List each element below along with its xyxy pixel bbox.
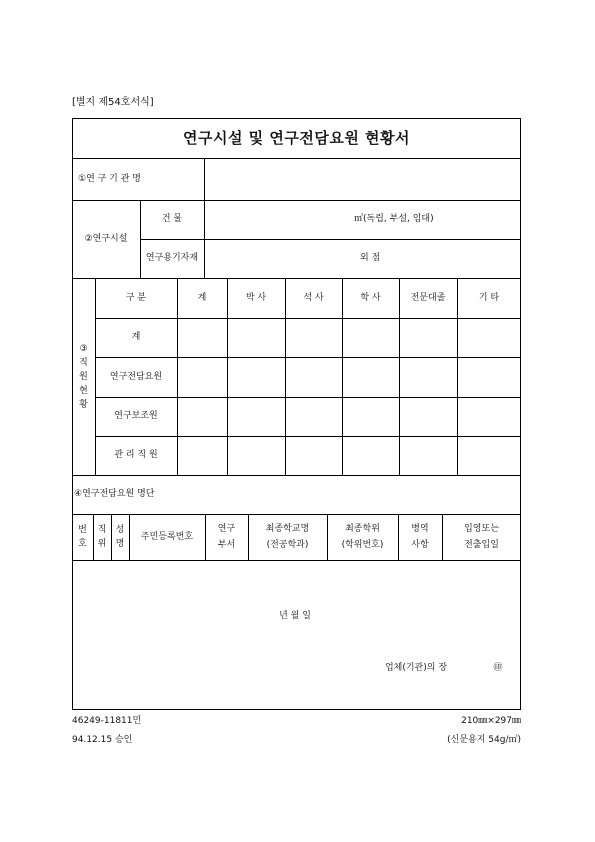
paper-type: (신문용지 54g/㎡) (447, 734, 521, 745)
col-final-degree: 최종학위 (학위번호) (341, 524, 384, 550)
col-research-dept: 연구 부서 (217, 524, 236, 550)
staff-status-char: 황 (79, 399, 88, 410)
document-title: 연구시설 및 연구전담요원 현황서 (182, 128, 411, 147)
seal-mark: ㊞ (493, 662, 503, 673)
form-code: 46249-11811민 (72, 715, 142, 726)
row-label-total: 계 (131, 332, 141, 342)
col-position (93, 514, 111, 560)
date-line: 년 월 일 (279, 610, 311, 621)
research-facility-label: ②연구시설 (84, 233, 128, 244)
header-bachelors: 학 사 (360, 292, 381, 303)
research-institution-field[interactable] (204, 158, 521, 200)
equipment-label: 연구용기자재 (145, 253, 199, 263)
col-name (111, 514, 129, 560)
col-number (72, 514, 93, 560)
staff-status-char: ③ (79, 343, 88, 354)
col-military: 병역 사항 (411, 524, 429, 550)
signer-label: 업체(기관)의 장 (384, 662, 448, 673)
header-total: 계 (197, 292, 207, 303)
row-label-researchers: 연구전담요원 (109, 371, 163, 382)
equipment-value: 외 점 (360, 253, 381, 263)
building-value: ㎡(독립, 부설, 임대) (354, 214, 434, 224)
research-institution-label: ①연 구 기 관 명 (78, 173, 141, 184)
building-label: 건 물 (161, 214, 183, 224)
staff-status-label (72, 278, 95, 475)
col-name-char: 성 (115, 525, 125, 535)
researcher-list-label: ④연구전담요원 명단 (74, 489, 155, 499)
header-category: 구 분 (125, 292, 147, 303)
col-number-char: 호 (78, 539, 87, 549)
col-final-school: 최종학교명 (전공학과) (265, 524, 310, 550)
row-label-assistants: 연구보조원 (114, 411, 158, 421)
col-position-char: 위 (97, 539, 107, 549)
form-number-label: [별지 제54호서식] (72, 96, 154, 108)
col-entry-date: 입영또는 전출입일 (464, 524, 499, 550)
col-number-char: 번 (78, 525, 87, 535)
paper-size: 210㎜×297㎜ (461, 715, 521, 726)
header-college: 전문대졸 (410, 292, 446, 303)
col-position-char: 직 (97, 525, 107, 535)
building-field[interactable] (204, 200, 521, 239)
staff-status-char: 원 (79, 371, 88, 382)
equipment-field[interactable] (204, 239, 521, 278)
header-other: 기 타 (478, 292, 500, 303)
divider (72, 560, 521, 561)
header-doctorate: 박 사 (245, 292, 267, 303)
staff-status-char: 직 (79, 357, 88, 368)
header-masters: 석 사 (303, 292, 324, 303)
approval-date: 94.12.15 승인 (72, 734, 133, 745)
staff-status-char: 현 (79, 385, 88, 396)
col-name-char: 명 (115, 539, 125, 549)
col-resident-number: 주민등록번호 (140, 531, 194, 542)
row-label-admin-staff: 관 리 직 원 (114, 450, 158, 460)
